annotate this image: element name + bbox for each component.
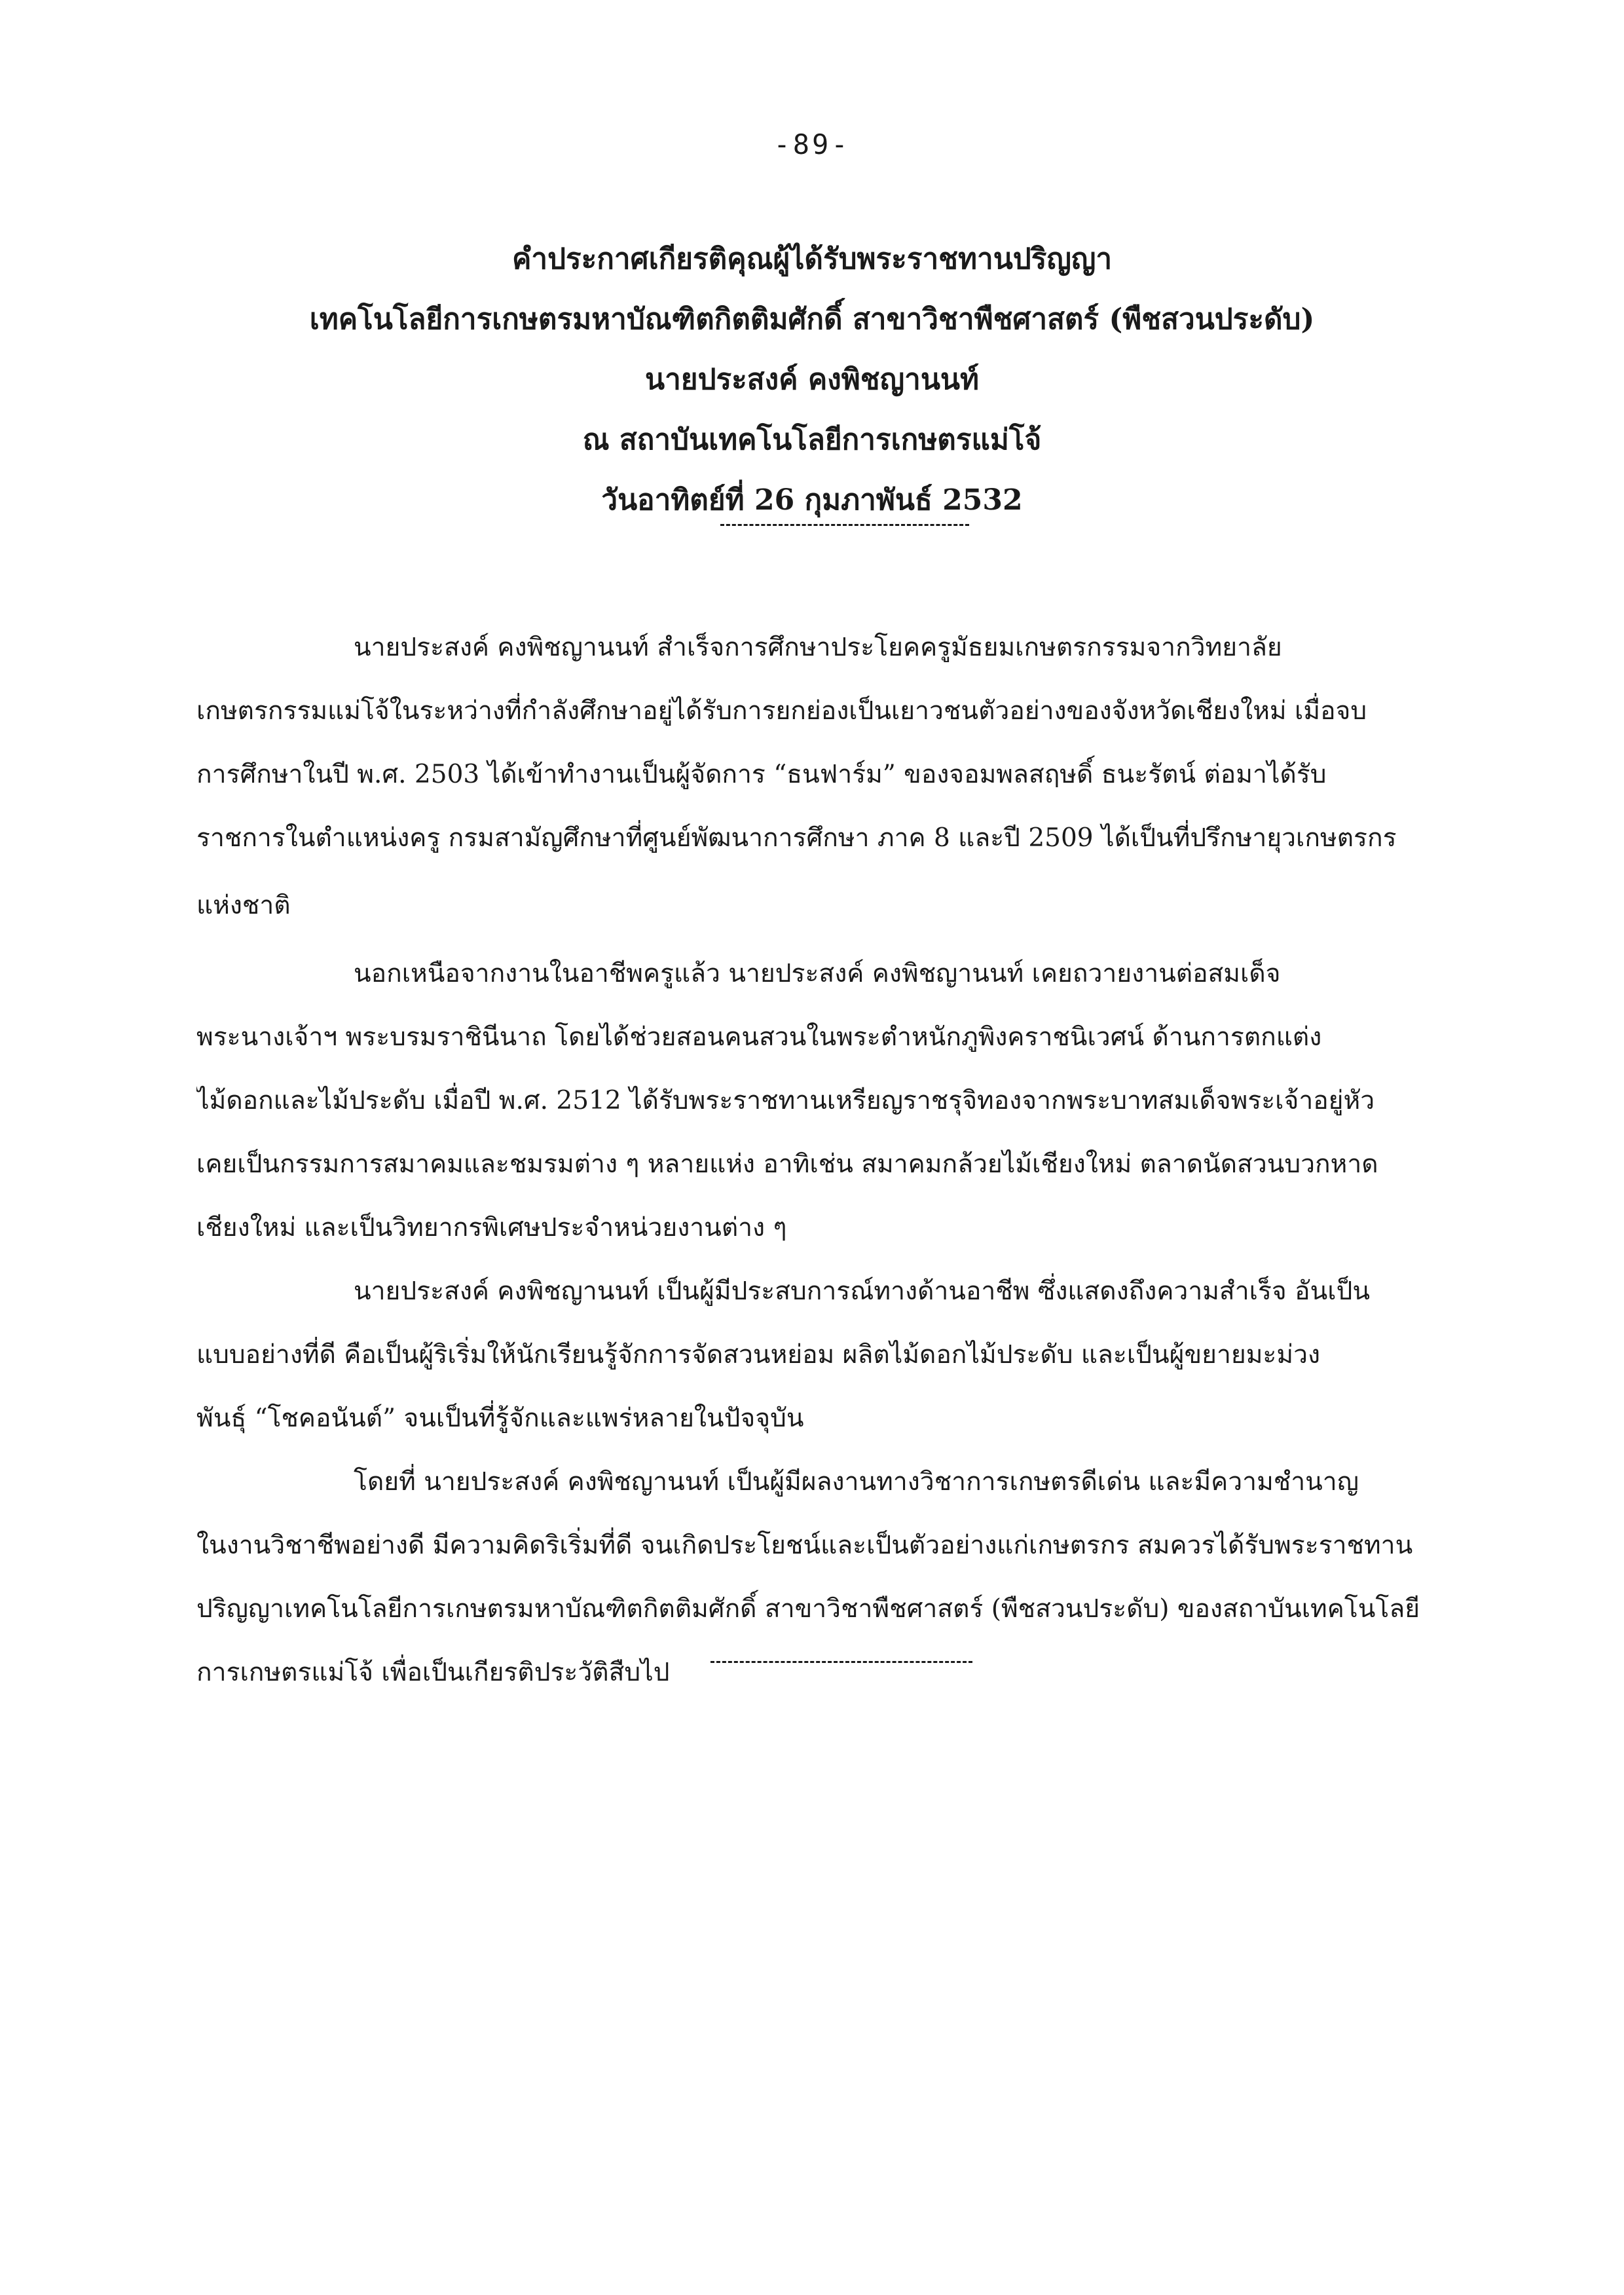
paragraph-line: โดยที่ นายประสงค์ คงพิชญานนท์ เป็นผู้มีผลงานทางวิชาการเกษตรดีเด่น และมีความชำนาญ bbox=[354, 1467, 1359, 1497]
paragraph-line: การศึกษาในปี พ.ศ. 2503 ได้เข้าทำงานเป็นผู้จัดการ “ธนฟาร์ม” ของจอมพลสฤษดิ์ ธนะรัตน์ ต่อมาได้รับ bbox=[196, 760, 1327, 789]
paragraph-line: เคยเป็นกรรมการสมาคมและชมรมต่าง ๆ หลายแห่ง อาทิเช่น สมาคมกล้วยไม้เชียงใหม่ ตลาดนัดสวนบวกหาด bbox=[196, 1149, 1378, 1179]
paragraph-line: พันธุ์ “โชคอนันต์” จนเป็นที่รู้จักและแพร่หลายในปัจจุบัน bbox=[196, 1404, 804, 1433]
paragraph-line: ปริญญาเทคโนโลยีการเกษตรมหาบัณฑิตกิตติมศักดิ์ สาขาวิชาพืชศาสตร์ (พืชสวนประดับ) ของสถาบันเทคโนโลยี bbox=[196, 1594, 1420, 1624]
paragraph-line: ไม้ดอกและไม้ประดับ เมื่อปี พ.ศ. 2512 ได้รับพระราชทานเหรียญราชรุจิทองจากพระบาทสมเด็จพระเจ้าอยู่หัว bbox=[196, 1086, 1375, 1115]
paragraph-line: เกษตรกรรมแม่โจ้ในระหว่างที่กำลังศึกษาอยู่ได้รับการยกย่องเป็นเยาวชนตัวอย่างของจังหวัดเชียงใหม่ เมื่อจบ bbox=[196, 696, 1367, 726]
paragraph-service bbox=[196, 942, 1493, 1259]
paragraph-line: แห่งชาติ bbox=[196, 891, 291, 920]
page-number: -89- bbox=[773, 128, 851, 160]
end-divider bbox=[710, 1661, 972, 1663]
paragraph-line: ในงานวิชาชีพอย่างดี มีความคิดริเริ่มที่ดี จนเกิดประโยชน์และเป็นตัวอย่างแก่เกษตรกร สมควรได้รับพระราชทาน bbox=[196, 1531, 1413, 1560]
heading-date: วันอาทิตย์ที่ 26 กุมภาพันธ์ 2532 bbox=[601, 483, 1023, 517]
paragraph-line: การเกษตรแม่โจ้ เพื่อเป็นเกียรติประวัติสืบไป bbox=[196, 1658, 670, 1687]
citation-body bbox=[196, 616, 1493, 1704]
heading-recipient: นายประสงค์ คงพิชญานนท์ bbox=[645, 363, 979, 396]
paragraph-line: เชียงใหม่ และเป็นวิทยากรพิเศษประจำหน่วยงานต่าง ๆ bbox=[196, 1213, 787, 1242]
paragraph-line: นายประสงค์ คงพิชญานนท์ เป็นผู้มีประสบการณ์ทางด้านอาชีพ ซึ่งแสดงถึงความสำเร็จ อันเป็น bbox=[354, 1277, 1370, 1306]
heading-title: คำประกาศเกียรติคุณผู้ได้รับพระราชทานปริญญา bbox=[511, 242, 1113, 276]
paragraph-line: แบบอย่างที่ดี คือเป็นผู้ริเริ่มให้นักเรียนรู้จักการจัดสวนหย่อม ผลิตไม้ดอกไม้ประดับ และเป็นผู้ขยายมะม่วง bbox=[196, 1340, 1321, 1370]
paragraph-line: พระนางเจ้าฯ พระบรมราชินีนาถ โดยได้ช่วยสอนคนสวนในพระตำหนักภูพิงคราชนิเวศน์ ด้านการตกแต่ง bbox=[196, 1022, 1322, 1052]
heading-institution: ณ สถาบันเทคโนโลยีการเกษตรแม่โจ้ bbox=[582, 423, 1042, 457]
citation-heading bbox=[131, 229, 1493, 531]
paragraph-experience bbox=[196, 1259, 1493, 1450]
paragraph-line: นอกเหนือจากงานในอาชีพครูแล้ว นายประสงค์ คงพิชญานนท์ เคยถวายงานต่อสมเด็จ bbox=[354, 959, 1281, 988]
heading-degree: เทคโนโลยีการเกษตรมหาบัณฑิตกิตติมศักดิ์ สาขาวิชาพืชศาสตร์ (พืชสวนประดับ) bbox=[309, 303, 1315, 336]
paragraph-conclusion bbox=[196, 1450, 1493, 1704]
paragraph-education bbox=[196, 616, 1493, 942]
paragraph-line: นายประสงค์ คงพิชญานนท์ สำเร็จการศึกษาประโยคครูมัธยมเกษตรกรรมจากวิทยาลัย bbox=[354, 633, 1282, 662]
paragraph-line: ราชการในตำแหน่งครู กรมสามัญศึกษาที่ศูนย์พัฒนาการศึกษา ภาค 8 และปี 2509 ได้เป็นที่ปรึกษายุวเกษตรกร bbox=[196, 823, 1397, 853]
heading-divider bbox=[720, 524, 969, 526]
